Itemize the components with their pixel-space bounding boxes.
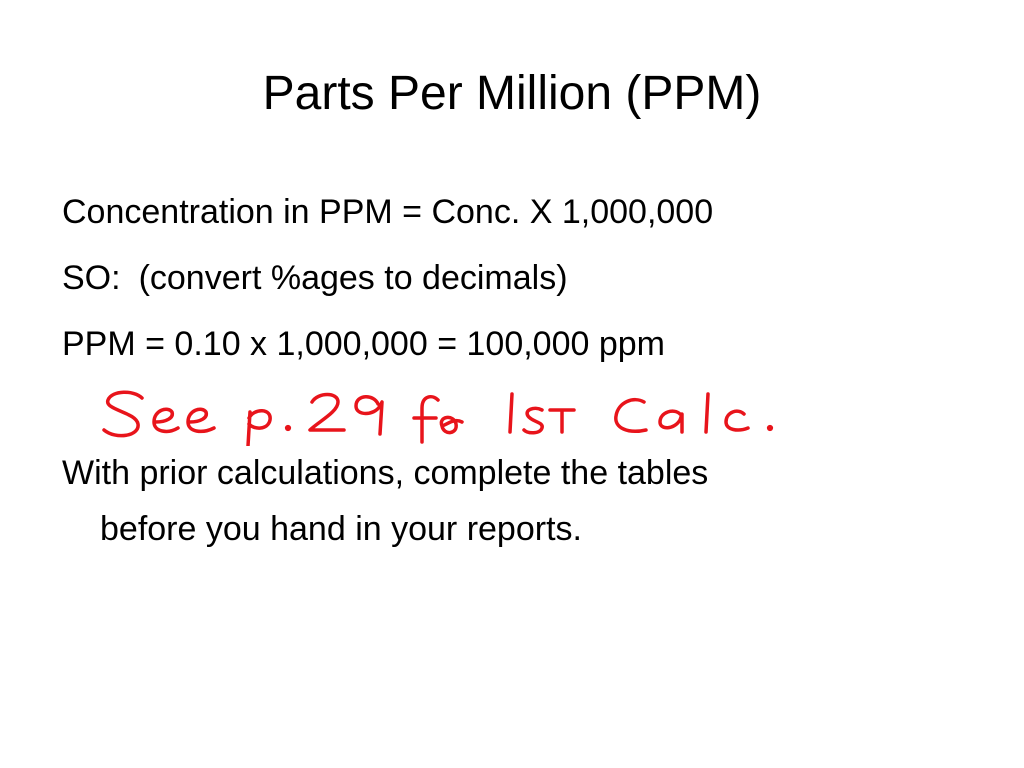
ink-stroke <box>441 417 462 432</box>
ink-stroke <box>104 392 142 435</box>
so-note: (convert %ages to decimals) <box>138 259 568 297</box>
ink-stroke <box>310 395 344 431</box>
ink-stroke <box>188 409 214 431</box>
ink-stroke <box>248 411 270 446</box>
instruction-line: With prior calculations, complete the tables <box>62 454 709 492</box>
ink-stroke <box>660 411 682 432</box>
formula-line: Concentration in PPM = Conc. X 1,000,000 <box>62 193 714 231</box>
ink-stroke <box>510 394 512 432</box>
ink-dot <box>767 425 772 430</box>
ink-stroke <box>726 411 748 430</box>
instruction-continuation: before you hand in your reports. <box>100 510 582 548</box>
so-label: SO: <box>62 259 121 297</box>
ink-stroke <box>616 400 646 432</box>
ink-stroke <box>356 397 382 434</box>
ink-stroke <box>154 409 178 431</box>
so-line <box>62 256 568 300</box>
ink-stroke <box>414 397 438 442</box>
handwritten-annotation <box>98 384 778 446</box>
ink-stroke <box>524 408 542 432</box>
slide-title: Parts Per Million (PPM) <box>262 67 762 120</box>
ink-dot <box>285 425 290 430</box>
ink-stroke <box>706 394 708 432</box>
ink-stroke <box>550 410 574 432</box>
example-calculation-line: PPM = 0.10 x 1,000,000 = 100,000 ppm <box>62 325 665 363</box>
